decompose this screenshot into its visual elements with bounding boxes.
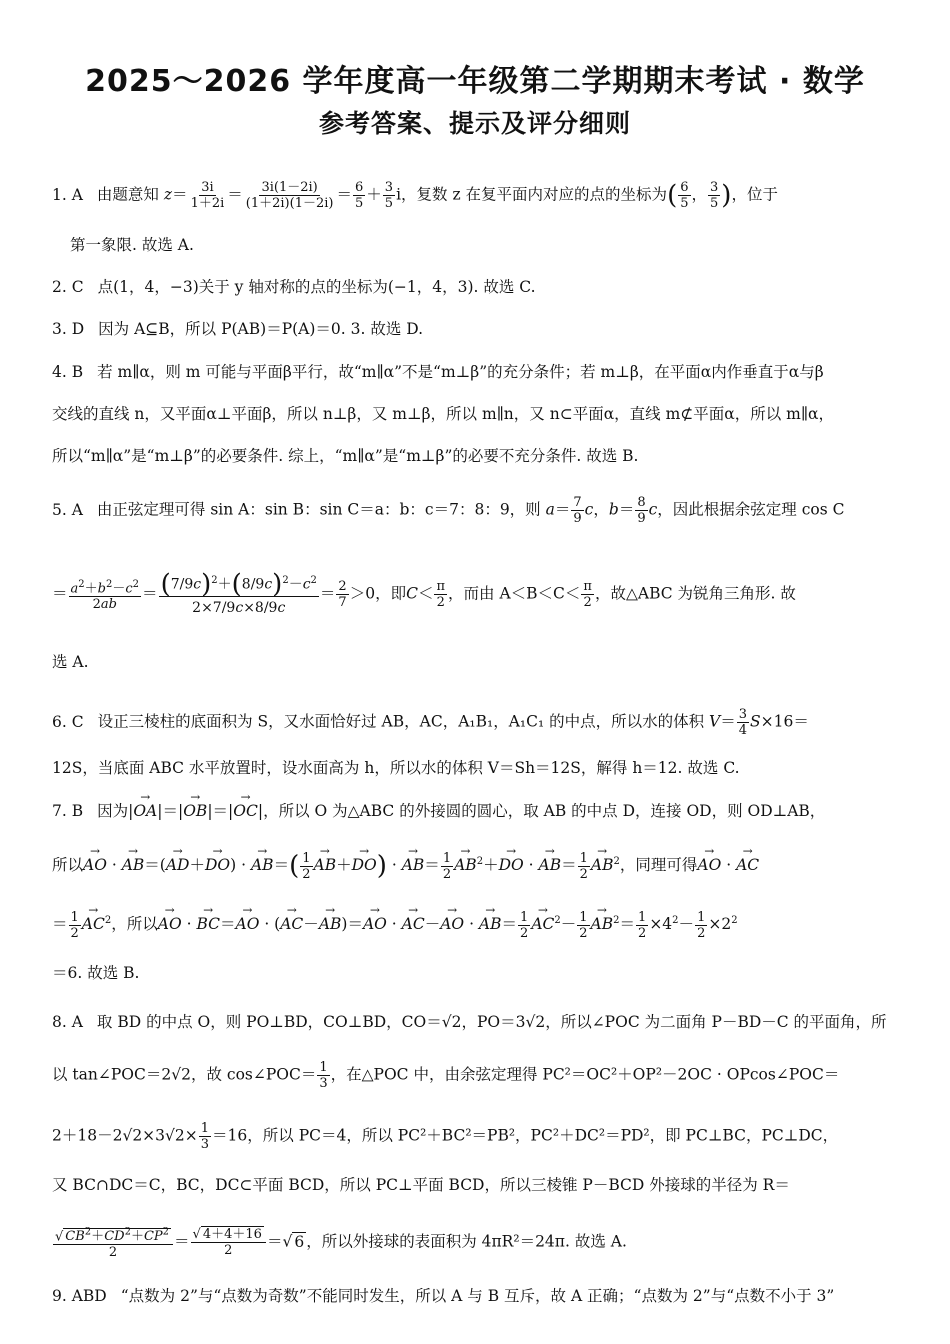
- answer-8-line-1: 8. A 取 BD 的中点 O，则 PO⊥BD，CO⊥BD，CO＝√2，PO＝3√2，所以∠POC 为二面角 P－BD－C 的平面角，所: [52, 1013, 887, 1031]
- answer-5-line-2: ＝ $\frac{a^2+b^2-c^2}{2ab}$ ＝ $\frac{(7/9c)^2+(8/9c)^2-c^2}{2\times 7/9c\times 8/9c}$ ＝ $\frac{2}{7}$ ＞0，即C＜ $\frac{\pi}{2}$ ，而由 A＜B＜C＜ $\frac{\pi}{2}$ ，故△ABC 为锐角三角形. 故: [52, 569, 796, 616]
- answer-1-line-2: 第一象限. 故选 A.: [70, 236, 194, 254]
- answer-8-line-3: 2＋18－2√2×3√2× $\frac{1}{3}$ ＝16，所以 PC＝4，所以 PC²＋BC²＝PB²，PC²＋DC²＝PD²，即 PC⊥BC，PC⊥DC，: [52, 1121, 839, 1152]
- answer-4-line-1: 4. B 若 m∥α，则 m 可能与平面β平行，故“m∥α”不是“m⊥β”的充分条件；若 m⊥β，在平面α内作垂直于α与β: [52, 363, 824, 381]
- answer-1-line-1: 1. A 由题意知 z＝ $\frac{3i}{1+2i}$ ＝ $\frac{3i(1-2i)}{(1+2i)(1-2i)}$ ＝ $\frac{6}{5}$ ＋ $\frac{3}{5}$ i，复数 z 在复平面内对应的点的坐标为( $\frac{6}{5}$ ， $\frac{3}{5}$ )，位于: [52, 180, 778, 211]
- answer-2: 2. C 点(1，4，−3)关于 y 轴对称的点的坐标为(−1，4，3). 故选 C.: [52, 278, 536, 296]
- answer-5-line-1: 5. A 由正弦定理可得 sin A：sin B：sin C＝a：b：c＝7：8：9，则 a＝ $\frac{7}{9}$ c，b＝ $\frac{8}{9}$ c，因此根据余弦定理 cos C: [52, 495, 845, 526]
- answer-5-line-3: 选 A.: [52, 653, 89, 671]
- answer-8-line-4: 又 BC∩DC＝C，BC，DC⊂平面 BCD，所以 PC⊥平面 BCD，所以三棱锥 P－BCD 外接球的半径为 R＝: [52, 1176, 790, 1194]
- answer-number: 1. A: [52, 185, 83, 204]
- answer-7-line-4: ＝6. 故选 B.: [52, 964, 140, 982]
- answer-7-line-1: 7. B 因为|→ OA|＝|→ OB|＝|→ OC|，所以 O 为△ABC 的外接圆的圆心，取 AB 的中点 D，连接 OD，则 OD⊥AB，: [52, 799, 904, 823]
- answer-8-line-5: $\frac{√ CB^2+CD^2+CP^2}{2}$ ＝ $\frac{√ 4+4+16}{2}$ ＝√ 6 ，所以外接球的表面积为 4πR²＝24π. 故选 A.: [55, 1227, 627, 1261]
- answer-9-line-1: 9. ABD “点数为 2”与“点数为奇数”不能同时发生，所以 A 与 B 互斥，故 A 正确；“点数为 2”与“点数不小于 3”: [52, 1287, 835, 1305]
- answer-7-line-3: ＝ $\frac{1}{2}$ → $AC^2$，所以→ AO · → BC＝→ AO · (→ AC－→ AB)＝→ AO · → AC－→ AO · → AB＝ $\frac{1}{2}$ → $AC^2-$ $\frac{1}{2}$ → $AB^2=$ $\frac{1}{2}$ $\times 4^2-$ $\frac{1}{2}$ $\times 2^2$: [52, 909, 904, 941]
- answer-6-line-1: 6. C 设正三棱柱的底面积为 S，又水面恰好过 AB，AC，A₁B₁，A₁C₁ 的中点，所以水的体积 V＝ $\frac{3}{4}$ S×16＝: [52, 707, 809, 738]
- answer-6-line-2: 12S，当底面 ABC 水平放置时，设水面高为 h，所以水的体积 V＝Sh＝12S，解得 h＝12. 故选 C.: [52, 759, 740, 777]
- answer-7-line-2: 所以→ AO · → AB＝(→ AD＋→ DO) · → AB＝( $\frac{1}{2}$ → AB＋→ DO) · → AB＝ $\frac{1}{2}$ → $AB^2+\to$ DO · → AB＝ $\frac{1}{2}$ → $AB^2$，同理可得→ AO · → AC: [52, 850, 904, 882]
- page-title: 2025～2026 学年度高一年级第二学期期末考试 · 数学: [85, 64, 865, 99]
- answer-4-line-2: 交线的直线 n，又平面α⊥平面β，所以 n⊥β，又 m⊥β，所以 m∥n，又 n⊂平面α，直线 m⊄平面α，所以 m∥α，: [52, 405, 834, 423]
- page-subtitle: 参考答案、提示及评分细则: [318, 109, 631, 138]
- answer-4-line-3: 所以“m∥α”是“m⊥β”的必要条件. 综上，“m∥α”是“m⊥β”的必要不充分条件. 故选 B.: [52, 447, 639, 465]
- answer-8-line-2: 以 tan∠POC＝2√2，故 cos∠POC＝ $\frac{1}{3}$ ，在△POC 中，由余弦定理得 PC²＝OC²＋OP²－2OC · OPcos∠POC＝: [52, 1060, 840, 1091]
- answer-3: 3. D 因为 A⊆B，所以 P(AB)＝P(A)＝0. 3. 故选 D.: [52, 320, 424, 338]
